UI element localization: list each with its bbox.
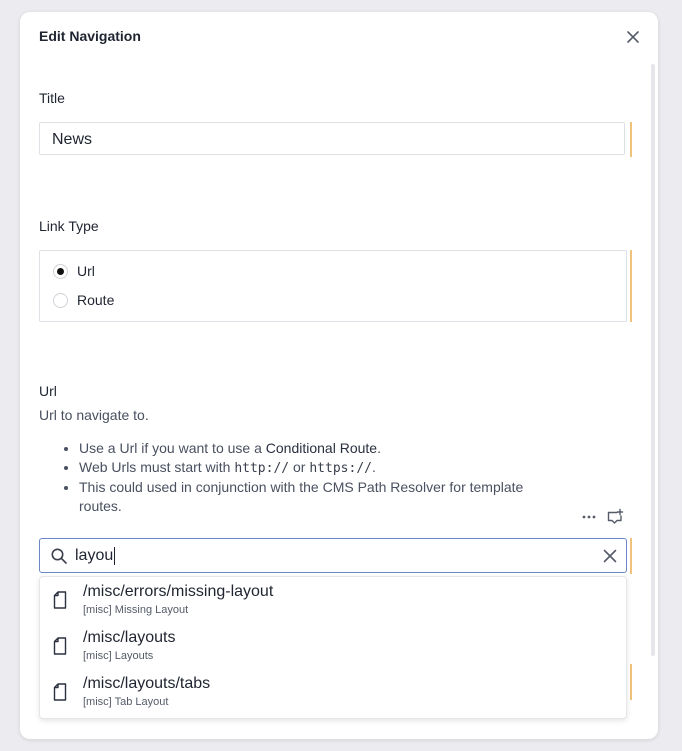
search-icon [50,547,68,565]
link-type-label: Link Type [39,218,99,234]
text-caret [114,547,115,565]
result-subtitle: [misc] Tab Layout [83,696,169,708]
close-button[interactable] [624,28,642,46]
hint-item [79,439,549,458]
hint-emphasis: Conditional Route [265,440,378,456]
search-result-item[interactable] [40,625,626,669]
radio-route-unchecked[interactable] [53,293,68,308]
clear-search-button[interactable] [601,547,619,565]
hint-code: https:// [309,461,372,476]
title-label: Title [39,90,65,106]
url-description: Url to navigate to. [39,407,149,423]
more-button[interactable] [580,508,598,526]
result-path: /misc/errors/missing-layout [83,583,274,600]
clear-icon [601,547,619,565]
hint-text: . [377,440,381,456]
title-accent-bar [630,122,632,157]
search-result-item[interactable] [40,579,626,623]
hidden-field-accent-bar [630,664,632,700]
result-subtitle: [misc] Missing Layout [83,604,189,616]
hint-text: . [371,459,376,475]
document-icon [53,683,67,701]
hint-item [79,458,549,478]
link-type-accent-bar [630,250,632,322]
hint-code: http:// [234,461,290,476]
url-search-input[interactable] [39,538,627,573]
result-path: /misc/layouts/tabs [83,675,211,692]
url-label: Url [39,383,57,399]
add-comment-button[interactable] [606,508,624,526]
search-text: layou [75,547,114,564]
close-icon [624,28,642,46]
radio-url-label: Url [77,263,95,279]
hint-text: Use a Url if you want to use a [79,440,266,456]
search-results-dropdown [39,576,627,719]
document-icon [53,637,67,655]
radio-url-checked[interactable] [53,264,68,279]
radio-route-label: Route [77,292,115,308]
search-value[interactable] [75,539,115,572]
add-comment-icon [606,508,624,526]
link-type-radio-group [39,250,627,322]
url-accent-bar [630,538,632,574]
radio-option-route[interactable] [53,290,114,310]
dialog-title: Edit Navigation [39,28,141,44]
url-hints-list [60,439,549,516]
edit-navigation-dialog [20,12,658,739]
scrollbar[interactable] [651,64,655,656]
more-icon [580,508,598,526]
title-input[interactable]: News [39,122,625,155]
search-result-item[interactable] [40,671,626,715]
hint-text: Web Urls must start with [79,459,235,475]
hint-item: • This could used in conjunction with the CMS Path Resolver for template routes. [79,478,549,516]
hint-text: or [289,459,310,475]
document-icon [53,591,67,609]
result-path: /misc/layouts [83,629,176,646]
result-subtitle: [misc] Layouts [83,650,154,662]
radio-option-url[interactable] [53,261,95,281]
